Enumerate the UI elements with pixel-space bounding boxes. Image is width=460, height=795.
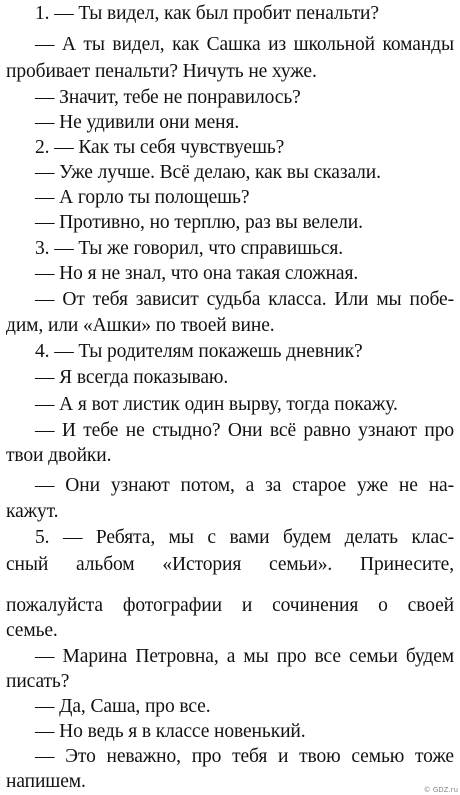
text-line-21: 5. — Ребята, мы с вами будем делать клас- bbox=[35, 527, 454, 548]
text-line-19: — Они узнают потом, а за старое уже не на- bbox=[35, 475, 454, 496]
text-line-29: — Это неважно, про тебя и твою семью тоже bbox=[35, 746, 454, 767]
text-line-14: 4. — Ты родителям покажешь дневник? bbox=[35, 341, 363, 362]
text-line-24: семье. bbox=[6, 620, 58, 641]
text-line-22: сный альбом «История семьи». Принесите, bbox=[6, 554, 454, 575]
text-line-8: — А горло ты полощешь? bbox=[35, 187, 250, 208]
text-line-30: напишем. bbox=[6, 771, 86, 792]
text-line-13: дим, или «Ашки» по твоей вине. bbox=[6, 315, 275, 336]
text-line-4: — Значит, тебе не понравилось? bbox=[35, 87, 301, 108]
text-line-11: — Но я не знал, что она такая сложная. bbox=[35, 263, 359, 284]
text-line-15: — Я всегда показываю. bbox=[35, 367, 229, 388]
text-line-20: кажут. bbox=[6, 501, 59, 522]
text-line-23: пожалуйста фотографии и сочинения о своей bbox=[6, 595, 454, 616]
text-line-12: — От тебя зависит судьба класса. Или мы побе- bbox=[35, 289, 454, 310]
text-line-26: писать? bbox=[6, 671, 70, 692]
watermark: © GDZ.ru bbox=[423, 786, 458, 794]
text-line-17: — И тебе не стыдно? Они всё равно узнают про bbox=[35, 420, 454, 441]
text-line-7: — Уже лучше. Всё делаю, как вы сказали. bbox=[35, 162, 381, 183]
text-line-18: твои двойки. bbox=[6, 445, 112, 466]
text-line-1: 1. — Ты видел, как был пробит пенальти? bbox=[35, 3, 379, 24]
text-line-2: — А ты видел, как Сашка из школьной команды bbox=[35, 34, 454, 55]
text-line-5: — Не удивили они меня. bbox=[35, 112, 240, 133]
text-line-10: 3. — Ты же говорил, что справишься. bbox=[35, 238, 344, 259]
text-line-25: — Марина Петровна, а мы про все семьи будем bbox=[35, 646, 454, 667]
text-line-28: — Но ведь я в классе новенький. bbox=[35, 721, 306, 742]
text-line-3: пробивает пенальти? Ничуть не хуже. bbox=[6, 61, 317, 82]
text-line-9: — Противно, но терплю, раз вы велели. bbox=[35, 212, 363, 233]
text-line-6: 2. — Как ты себя чувствуешь? bbox=[35, 137, 285, 158]
text-line-16: — А я вот листик один вырву, тогда покажу. bbox=[35, 394, 398, 415]
text-line-27: — Да, Саша, про все. bbox=[35, 696, 211, 717]
